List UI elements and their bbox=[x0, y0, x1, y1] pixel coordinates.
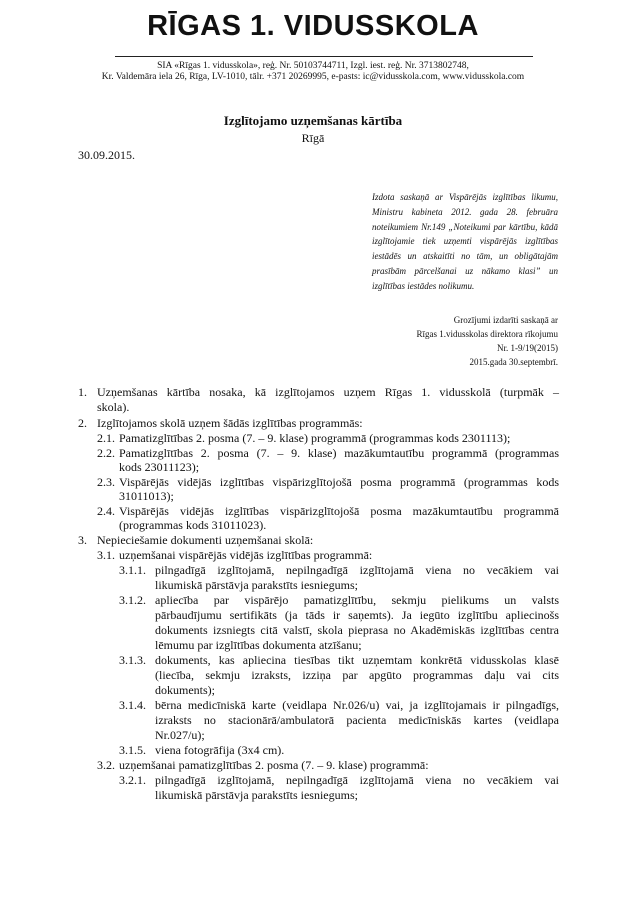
item-number: 3.1.2. bbox=[119, 593, 146, 607]
item-text: bērna medicīniskā karte (veidlapa Nr.026/u) vai, ja izglītojamais ir pilngadīgs, bbox=[155, 698, 559, 712]
amendment-line: Grozījumi izdarīti saskaņā ar bbox=[453, 315, 558, 325]
amendment-line: Rīgas 1.vidusskolas direktora rīkojumu bbox=[416, 329, 558, 339]
item-number: 3. bbox=[78, 533, 87, 547]
item-number: 2.1. bbox=[97, 431, 115, 445]
item-text: pilngadīgā izglītojamā, nepilngadīgā izglītojamā viena no vecākiem vai bbox=[155, 563, 559, 577]
item-text: Uzņemšanas kārtība nosaka, kā izglītojamos uzņem Rīgas 1. vidusskolā (turpmāk – bbox=[97, 385, 559, 399]
item-text: Pamatizglītības 2. posma (7. – 9. klase) mazākumtautību programmā (programmas bbox=[119, 446, 559, 460]
item-text: (liecība, sekmju izraksts, izziņa par apgūto programmas daļu vai cits bbox=[155, 668, 559, 682]
item-number: 3.1.1. bbox=[119, 563, 146, 577]
item-number: 2.2. bbox=[97, 446, 115, 460]
amendment-line: 2015.gada 30.septembrī. bbox=[469, 357, 558, 367]
item-number: 3.2.1. bbox=[119, 773, 146, 787]
legal-basis-note: Izdota saskaņā ar Vispārējās izglītības likumu, Ministru kabineta 2012. gada 28. februāra noteikumiem Nr.149 „Noteikumi par kārtību, kādā izglītojamie tiek uzņemti vispārējās izglītības iestādēs un atskaitīti no tām, un obligātajām prasībām pārcelšanai uz nākamo klasi” un izglītības iestādes nolikumu. bbox=[372, 192, 558, 291]
document-title: Izglītojamo uzņemšanas kārtība bbox=[223, 113, 403, 128]
item-text: dokuments izsniegts citā valstī, skola pieprasa no Akadēmiskās izglītības centra bbox=[155, 623, 559, 637]
item-text: kods 23011123); bbox=[119, 460, 200, 474]
item-text: skola). bbox=[97, 400, 130, 414]
item-text: Nr.027/u); bbox=[155, 728, 205, 742]
item-text: (programmas kods 31011023). bbox=[119, 518, 267, 532]
item-text: Vispārējās vidējās izglītības vispārizglītojošā posma programmā (programmas kods bbox=[119, 475, 559, 489]
item-text: Izglītojamos skolā uzņem šādās izglītības programmās: bbox=[97, 416, 363, 430]
item-text: Pamatizglītības 2. posma (7. – 9. klase) programmā (programmas kods 2301113); bbox=[119, 431, 511, 445]
item-text: dokuments); bbox=[155, 683, 215, 697]
item-number: 3.1. bbox=[97, 548, 115, 562]
item-text: pārbaudījumu sertifikāts (ja tāds ir saņemts). Ja iegūto izglītību apliecinošs bbox=[155, 608, 559, 622]
item-text: apliecība par vispārējo pamatizglītību, sekmju pielikums un valsts bbox=[155, 593, 559, 607]
item-number: 3.1.4. bbox=[119, 698, 146, 712]
item-text: pilngadīgā izglītojamā, nepilngadīgā izglītojamā viena no vecākiem vai bbox=[155, 773, 559, 787]
organization-name: RĪGAS 1. VIDUSSKOLA bbox=[147, 10, 479, 42]
item-text: Nepieciešamie dokumenti uzņemšanai skolā: bbox=[97, 533, 314, 547]
item-number: 3.2. bbox=[97, 758, 115, 772]
header-details-line1: SIA «Rīgas 1. vidusskola», reģ. Nr. 50103744711, Izgl. iest. reģ. Nr. 3713802748, bbox=[157, 61, 469, 71]
item-text: lēmumu par izglītības dokumenta atzīšanu; bbox=[155, 638, 362, 652]
item-text: dokuments, kas apliecina tiesības tikt uzņemtam konkrētā vidusskolas klasē bbox=[155, 653, 559, 667]
item-text: likumiskā pārstāvja parakstīts iesniegums; bbox=[155, 578, 358, 592]
item-number: 2. bbox=[78, 416, 87, 430]
item-text: likumiskā pārstāvja parakstīts iesniegums; bbox=[155, 788, 358, 802]
document-date: 30.09.2015. bbox=[78, 148, 135, 162]
item-text: viena fotogrāfija (3x4 cm). bbox=[155, 743, 285, 757]
item-number: 2.3. bbox=[97, 475, 115, 489]
item-text: izraksts no stacionārā/ambulatorā pacienta medicīniskās kartes (veidlapa bbox=[155, 713, 559, 727]
header-details-line2: Kr. Valdemāra iela 26, Rīga, LV-1010, tālr. +371 20269995, e-pasts: ic@vidusskola.com, www.vidusskola.com bbox=[101, 72, 525, 82]
item-number: 1. bbox=[78, 385, 87, 399]
amendment-line: Nr. 1-9/19(2015) bbox=[497, 343, 558, 353]
document-place: Rīgā bbox=[301, 131, 325, 145]
item-number: 3.1.5. bbox=[119, 743, 146, 757]
item-text: 31011013); bbox=[119, 489, 174, 503]
item-number: 2.4. bbox=[97, 504, 115, 518]
header-divider bbox=[115, 56, 533, 57]
item-text: uzņemšanai vispārējās vidējās izglītības programmā: bbox=[119, 548, 373, 562]
item-text: Vispārējās vidējās izglītības vispārizglītojošā posma mazākumtautību programmā bbox=[119, 504, 559, 518]
item-number: 3.1.3. bbox=[119, 653, 146, 667]
item-text: uzņemšanai pamatizglītības 2. posma (7. – 9. klase) programmā: bbox=[119, 758, 429, 772]
